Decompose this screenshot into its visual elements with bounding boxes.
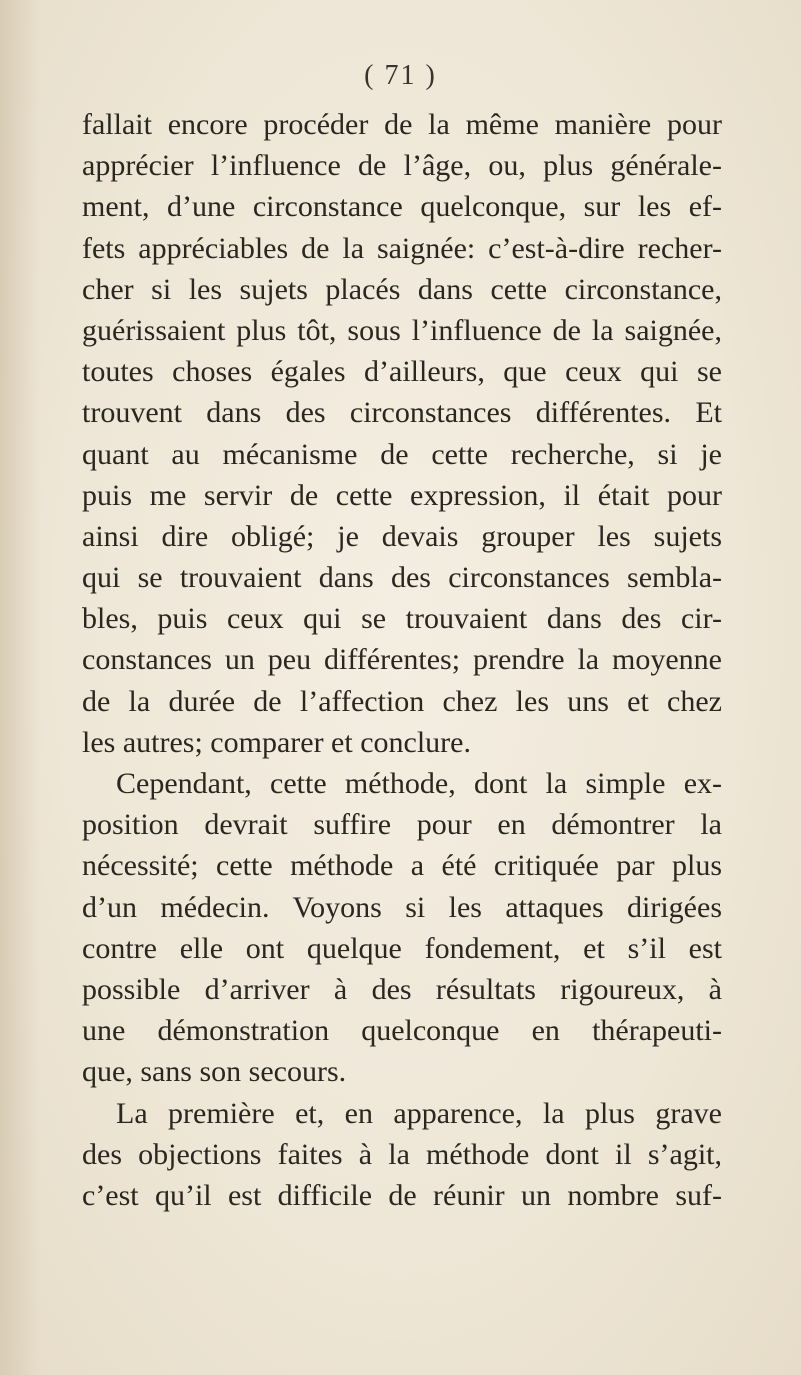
text-line: une démonstration quelconque en thérapeuti- [82,1014,722,1048]
page-edge-shadow [0,0,40,1375]
text-line: de la durée de l’affection chez les uns et chez [82,684,722,718]
text-line: que, sans son secours. [82,1055,347,1089]
text-line: toutes choses égales d’ailleurs, que ceux qui se [82,355,722,389]
text-line: possible d’arriver à des résultats rigoureux, à [82,972,722,1006]
text-line: des objections faites à la méthode dont il s’agit, [82,1137,722,1171]
text-line: qui se trouvaient dans des circonstances sembla- [82,561,722,595]
text-line: cher si les sujets placés dans cette circonstance, [82,272,722,306]
text-line: contre elle ont quelque fondement, et s’il est [82,931,722,965]
text-line: les autres; comparer et conclure. [82,725,471,759]
text-line: ainsi dire obligé; je devais grouper les sujets [82,519,722,553]
text-line: nécessité; cette méthode a été critiquée par plus [82,849,722,883]
page-number: ( 71 ) [364,60,437,91]
text-line: Cependant, cette méthode, dont la simple ex- [116,767,722,800]
text-line: c’est qu’il est difficile de réunir un nombre suf- [82,1178,722,1212]
text-line: La première et, en apparence, la plus grave [116,1096,722,1130]
text-line: quant au mécanisme de cette recherche, si je [82,437,722,471]
text-line: bles, puis ceux qui se trouvaient dans des cir- [82,602,722,636]
text-line: guérissaient plus tôt, sous l’influence de la saignée, [82,313,722,347]
text-line: trouvent dans des circonstances différentes. Et [82,396,722,430]
text-line: fets appréciables de la saignée: c’est-à-dire recher- [82,231,722,265]
text-line: position devrait suffire pour en démontrer la [82,808,722,842]
text-line: ment, d’une circonstance quelconque, sur les ef- [82,190,722,224]
text-line: constances un peu différentes; prendre la moyenne [82,643,722,677]
text-line: puis me servir de cette expression, il était pour [82,478,722,512]
text-line: apprécier l’influence de l’âge, ou, plus générale- [82,149,722,183]
text-line: d’un médecin. Voyons si les attaques dirigées [82,890,722,924]
text-line: fallait encore procéder de la même manière pour [82,108,722,141]
body-text [82,104,722,1216]
